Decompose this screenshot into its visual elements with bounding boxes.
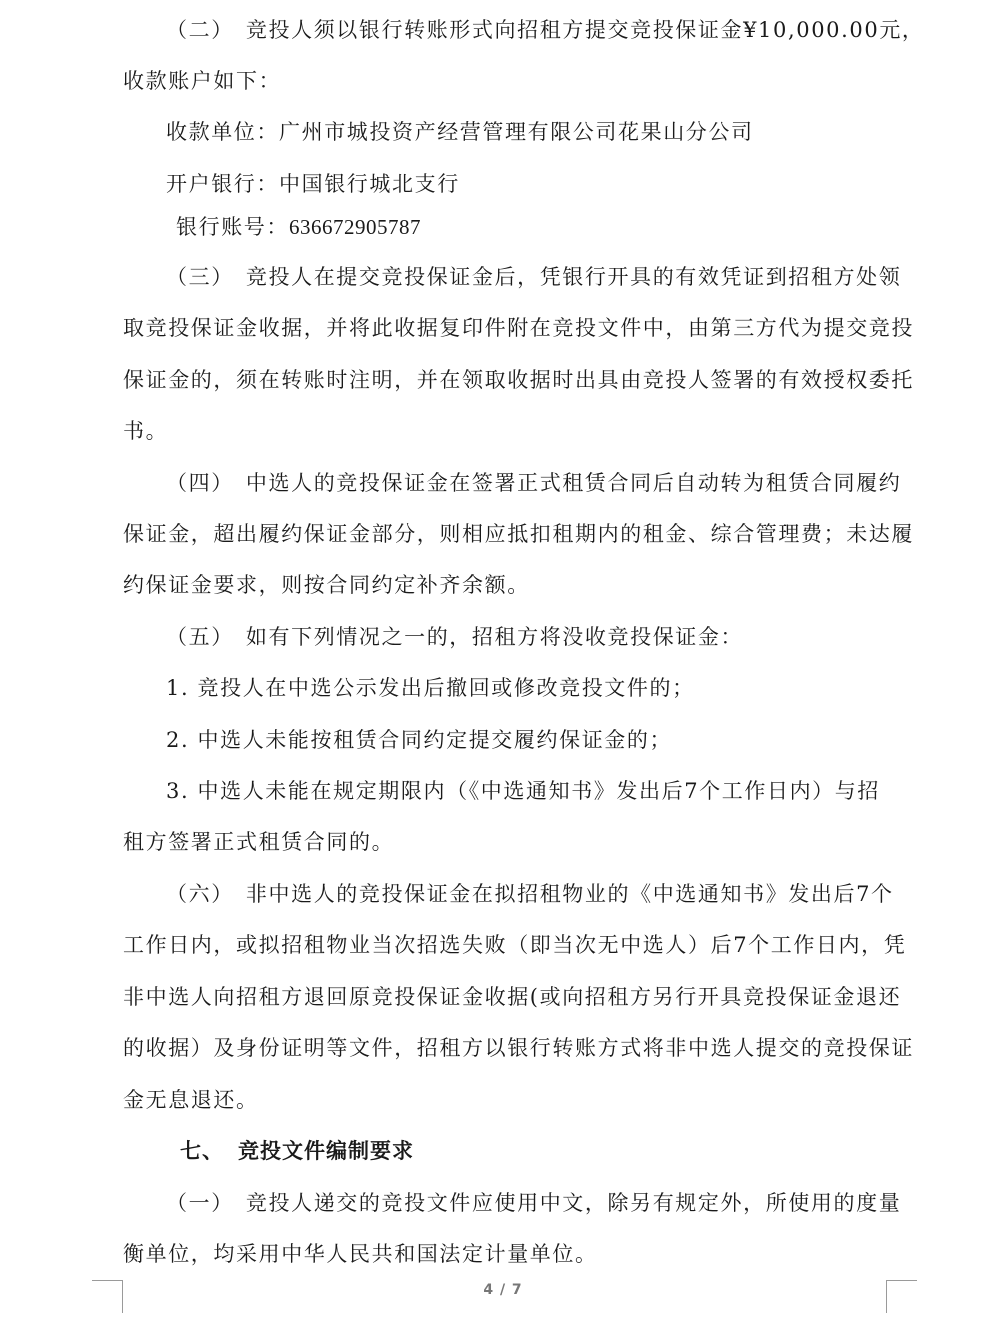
- paragraph-6-line-3: 非中选人向招租方退回原竞投保证金收据(或向招租方另行开具竞投保证金退还: [123, 985, 902, 1009]
- paragraph-3-line-2: 取竞投保证金收据，并将此收据复印件附在竞投文件中，由第三方代为提交竞投: [123, 316, 914, 340]
- paragraph-3-line-1: （三） 竞投人在提交竞投保证金后，凭银行开具的有效凭证到招租方处领: [166, 265, 902, 289]
- list-item-3-line-1: 3. 中选人未能在规定期限内（《中选通知书》发出后7个工作日内）与招: [166, 779, 880, 803]
- paragraph-6-line-4: 的收据）及身份证明等文件，招租方以银行转账方式将非中选人提交的竞投保证: [123, 1036, 914, 1060]
- section-7-paragraph-1-line-1: （一） 竞投人递交的竞投文件应使用中文，除另有规定外，所使用的度量: [166, 1191, 902, 1215]
- paragraph-6-line-2: 工作日内，或拟招租物业当次招选失败（即当次无中选人）后7个工作日内，凭: [123, 933, 907, 957]
- page-number: 4 / 7: [483, 1282, 523, 1298]
- paragraph-2-line-1: （二） 竞投人须以银行转账形式向招租方提交竞投保证金¥10,000.00元，: [166, 18, 925, 42]
- payee-line: 收款单位：广州市城投资产经营管理有限公司花果山分公司: [166, 120, 754, 144]
- bank-line: 开户银行：中国银行城北支行: [166, 172, 460, 196]
- paragraph-3-line-4: 书。: [123, 419, 169, 443]
- paragraph-4-line-1: （四） 中选人的竞投保证金在签署正式租赁合同后自动转为租赁合同履约: [166, 471, 902, 495]
- paragraph-2-line-2: 收款账户如下：: [123, 69, 282, 93]
- section-number: 七、: [180, 1139, 224, 1163]
- paragraph-6-line-1: （六） 非中选人的竞投保证金在拟招租物业的《中选通知书》发出后7个: [166, 882, 894, 906]
- section-title: 竞投文件编制要求: [238, 1139, 414, 1163]
- paragraph-5-line-1: （五） 如有下列情况之一的，招租方将没收竞投保证金：: [166, 625, 744, 649]
- list-item-2: 2. 中选人未能按租赁合同约定提交履约保证金的；: [166, 728, 673, 752]
- list-item-3-line-2: 租方签署正式租赁合同的。: [123, 830, 395, 854]
- paragraph-4-line-2: 保证金，超出履约保证金部分，则相应抵扣租期内的租金、综合管理费；未达履: [123, 522, 914, 546]
- section-heading: [180, 1136, 414, 1166]
- account-line: [176, 212, 421, 242]
- section-7-paragraph-1-line-2: 衡单位，均采用中华人民共和国法定计量单位。: [123, 1242, 598, 1266]
- list-item-1: 1. 竞投人在中选公示发出后撤回或修改竞投文件的；: [166, 676, 695, 700]
- account-label: 银行账号：: [176, 215, 289, 239]
- paragraph-6-line-5: 金无息退还。: [123, 1088, 259, 1112]
- paragraph-3-line-3: 保证金的，须在转账时注明，并在领取收据时出具由竞投人签署的有效授权委托: [123, 368, 914, 392]
- paragraph-4-line-3: 约保证金要求，则按合同约定补齐余额。: [123, 573, 530, 597]
- account-number: 636672905787: [289, 215, 421, 239]
